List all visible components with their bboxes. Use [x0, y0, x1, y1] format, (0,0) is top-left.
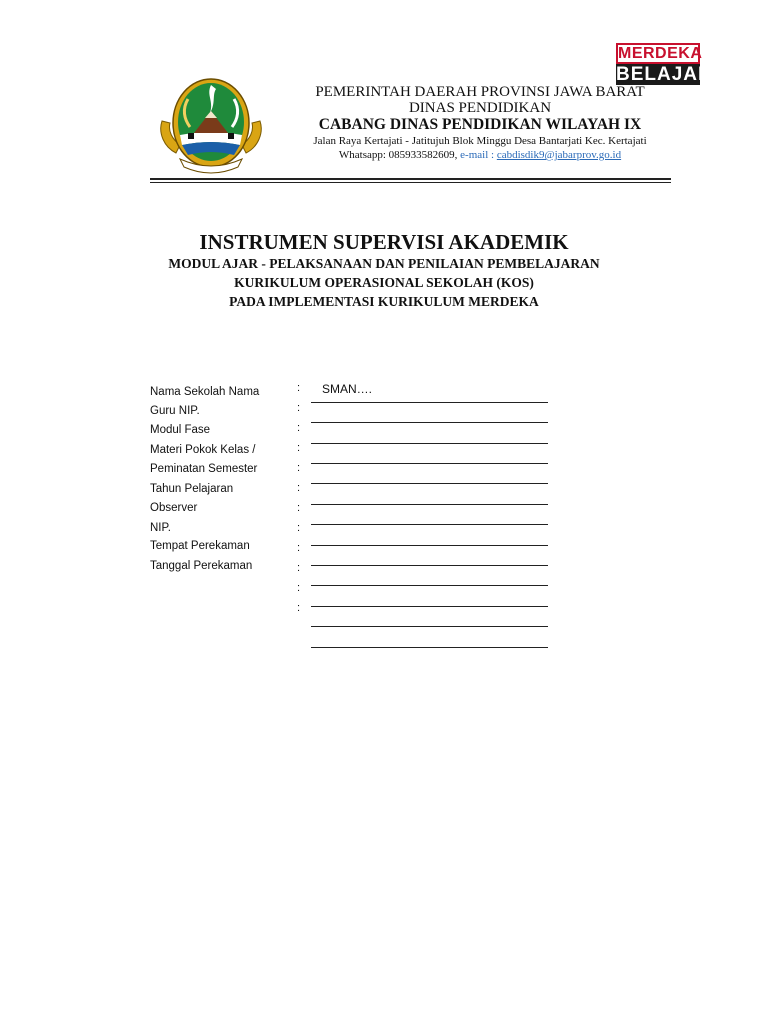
form-colon: : — [297, 562, 301, 574]
school-name-value[interactable]: SMAN…. — [322, 382, 373, 396]
merdeka-belajar-badge — [616, 43, 713, 85]
fill-line[interactable] — [311, 565, 548, 566]
header-department: DINAS PENDIDIKAN — [408, 100, 552, 116]
form-label: Guru NIP. — [150, 405, 200, 417]
document-subtitle-2: KURIKULUM OPERASIONAL SEKOLAH (KOS) — [234, 275, 534, 290]
header-contact — [290, 149, 670, 161]
form-colon: : — [297, 522, 301, 534]
header-email-label: e-mail : — [460, 149, 495, 161]
fill-line[interactable] — [311, 626, 548, 627]
fill-line[interactable] — [311, 504, 548, 505]
form-label: Peminatan Semester — [150, 463, 258, 475]
document-subtitle-3: PADA IMPLEMENTASI KURIKULUM MERDEKA — [229, 294, 539, 309]
header-whatsapp: Whatsapp: 085933582609, — [338, 149, 458, 161]
form-colon: : — [297, 602, 301, 614]
form-colon: : — [297, 482, 301, 494]
document-subtitle-1: MODUL AJAR - PELAKSANAAN DAN PENILAIAN PEMBELAJARAN — [168, 256, 600, 271]
fill-line[interactable] — [311, 422, 548, 423]
header-divider-thin — [150, 182, 671, 183]
form-label: Modul Fase — [150, 424, 211, 436]
fill-line[interactable] — [311, 463, 548, 464]
form-label: Observer — [150, 502, 198, 514]
fill-line[interactable] — [311, 545, 548, 546]
form-colon: : — [297, 502, 301, 514]
form-label: Tahun Pelajaran — [150, 483, 234, 495]
form-label: Materi Pokok Kelas / — [150, 444, 256, 456]
west-java-emblem-logo — [158, 73, 264, 177]
fill-line[interactable] — [311, 402, 548, 403]
fill-line[interactable] — [311, 585, 548, 586]
header-divider-thick — [150, 178, 671, 180]
badge-bottom-text: BELAJAR — [616, 64, 713, 85]
form-colon: : — [297, 462, 301, 474]
form-label: Tanggal Perekaman — [150, 560, 253, 572]
form-label: NIP. — [150, 522, 171, 534]
form-colon: : — [297, 382, 301, 394]
form-colon: : — [297, 442, 301, 454]
header-government: PEMERINTAH DAERAH PROVINSI JAWA BARAT — [315, 84, 645, 100]
fill-line[interactable] — [311, 483, 548, 484]
fill-line[interactable] — [311, 524, 548, 525]
header-address: Jalan Raya Kertajati - Jatitujuh Blok Minggu Desa Bantarjati Kec. Kertajati — [313, 135, 647, 147]
form-colon: : — [297, 402, 301, 414]
header-branch: CABANG DINAS PENDIDIKAN WILAYAH IX — [318, 116, 642, 133]
form-label: Tempat Perekaman — [150, 540, 250, 552]
form-colon: : — [297, 582, 301, 594]
fill-line[interactable] — [311, 647, 548, 648]
form-colon: : — [297, 542, 301, 554]
form-label: Nama Sekolah Nama — [150, 386, 260, 398]
fill-line[interactable] — [311, 443, 548, 444]
form-colon: : — [297, 422, 301, 434]
badge-top-text: MERDEKA — [618, 45, 703, 62]
fill-line[interactable] — [311, 606, 548, 607]
document-title: INSTRUMEN SUPERVISI AKADEMIK — [199, 230, 569, 254]
header-email-link[interactable]: cabdisdik9@jabarprov.go.id — [496, 149, 622, 161]
